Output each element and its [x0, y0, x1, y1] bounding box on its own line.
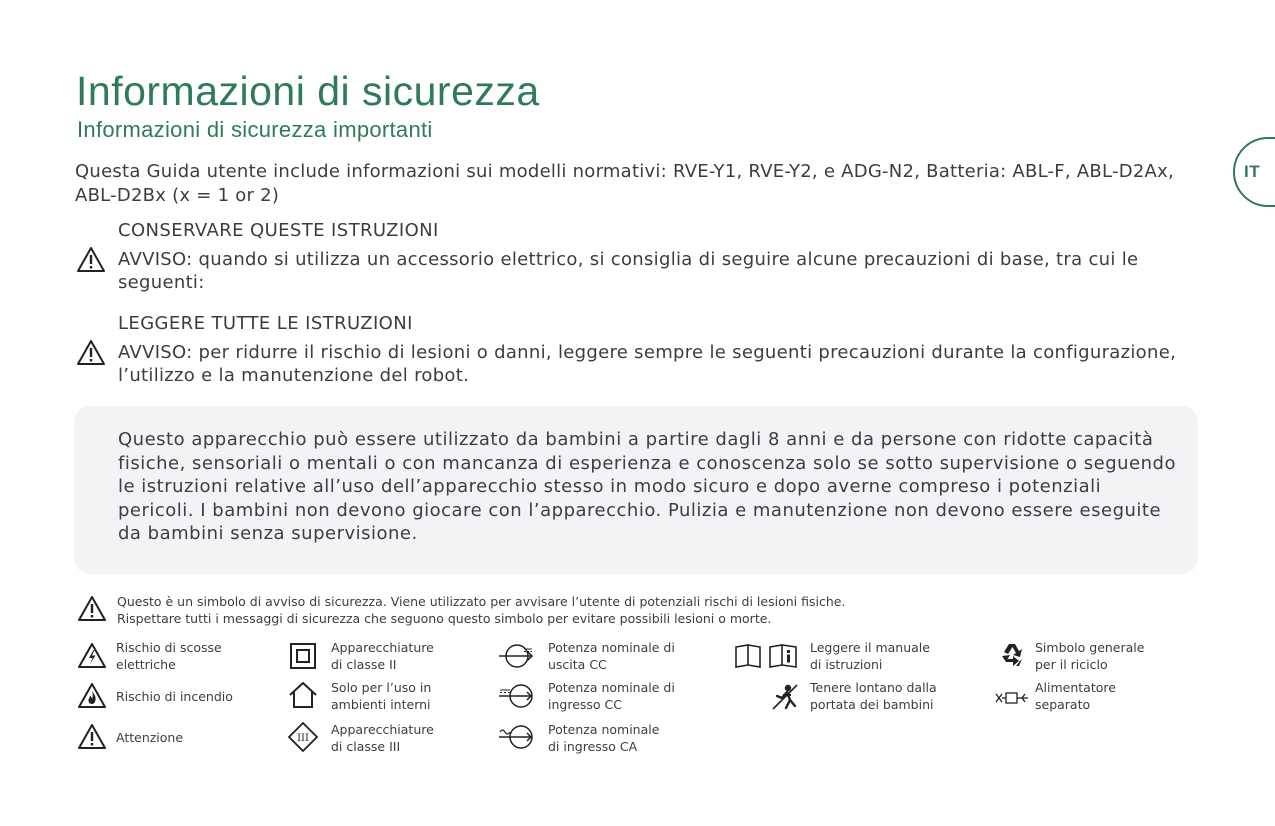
- section-heading-read-all: LEGGERE TUTTE LE ISTRUZIONI: [118, 313, 413, 334]
- svg-text:III: III: [297, 733, 309, 744]
- symbol-label-line: Alimentatore: [1035, 680, 1116, 695]
- symbol-label-line: ambienti interni: [331, 697, 431, 712]
- language-tab-label: IT: [1244, 162, 1261, 181]
- legend-intro-line-1: Questo è un simbolo di avviso di sicurezza. Viene utilizzato per avvisare l’utente di potenziali rischi di lesioni fisiche.: [117, 594, 846, 609]
- symbol-label-line: portata dei bambini: [810, 697, 934, 712]
- symbol-label-line: Tenere lontano dalla: [810, 680, 937, 695]
- symbol-label-line: separato: [1035, 697, 1091, 712]
- keep-away-children-icon: [770, 682, 800, 712]
- symbol-label-line: Potenza nominale di: [548, 680, 675, 695]
- children-notice-text: Questo apparecchio può essere utilizzato da bambini a partire dagli 8 anni e da persone con ridotte capacità fisiche, sensoriali o mentali o con mancanza di esperienza e conoscenza solo se sotto supervisione o seguendo le istruzioni relative all’uso dell’apparecchio stesso in modo sicuro e dopo averne compreso i potenziali pericoli. I bambini non devono giocare con l’apparecchio. Pulizia e manutenzione non devono essere eseguite da bambini senza supervisione.: [118, 429, 1176, 544]
- symbol-label-ac-input: [548, 721, 718, 755]
- symbol-label-children: [810, 679, 980, 713]
- legend-intro: [117, 593, 1017, 627]
- symbol-label-indoor: [331, 679, 501, 713]
- symbol-label-class-iii: [331, 721, 501, 755]
- symbol-label-line: Simbolo generale: [1035, 640, 1145, 655]
- symbol-label-line: Leggere il manuale: [810, 640, 930, 655]
- symbol-label-electric-shock: [116, 639, 286, 673]
- caution-icon: [77, 723, 107, 750]
- symbol-label-line: uscita CC: [548, 657, 607, 672]
- models-intro: Questa Guida utente include informazioni sui modelli normativi: RVE-Y1, RVE-Y2, e ADG-N2, Batteria: ABL-F, ABL-D2Ax, ABL-D2Bx (x = 1 or 2): [75, 161, 1174, 206]
- dc-input-icon: [497, 682, 537, 710]
- symbol-label-line: Rischio di incendio: [116, 689, 233, 704]
- safety-alert-symbol-icon: [77, 595, 107, 622]
- page-title: Informazioni di sicurezza: [76, 68, 540, 114]
- children-notice-box: [74, 406, 1198, 574]
- symbol-label-line: Apparecchiature: [331, 722, 434, 737]
- page-subtitle: Informazioni di sicurezza importanti: [77, 117, 433, 142]
- warning-injury-precautions: AVVISO: per ridurre il rischio di lesioni o danni, leggere sempre le seguenti precauzioni durante la configurazione, l’utilizzo e la manutenzione del robot.: [118, 342, 1177, 386]
- symbol-label-line: ingresso CC: [548, 697, 622, 712]
- symbol-label-line: di istruzioni: [810, 657, 883, 672]
- class-ii-equipment-icon: [289, 642, 317, 670]
- symbol-label-line: Solo per l’uso in: [331, 680, 432, 695]
- symbol-label-dc-input: [548, 679, 718, 713]
- symbol-label-fire: [116, 688, 286, 705]
- recycle-icon: [997, 640, 1027, 670]
- symbol-label-line: Potenza nominale di: [548, 640, 675, 655]
- symbol-label-line: per il riciclo: [1035, 657, 1108, 672]
- symbol-label-line: elettriche: [116, 657, 176, 672]
- symbol-label-line: di classe II: [331, 657, 397, 672]
- symbol-label-recycle: [1035, 639, 1205, 673]
- warning-basic-precautions: AVVISO: quando si utilizza un accessorio elettrico, si consiglia di seguire alcune precauzioni di base, tra cui le seguenti:: [118, 249, 1139, 293]
- symbol-label-line: Apparecchiature: [331, 640, 434, 655]
- warning-triangle-icon: [76, 246, 106, 273]
- separate-power-supply-icon: [995, 688, 1029, 708]
- indoor-use-icon: [287, 680, 319, 710]
- symbol-label-line: di ingresso CA: [548, 739, 638, 754]
- electric-shock-warning-icon: [77, 642, 107, 669]
- legend-intro-line-2: Rispettare tutti i messaggi di sicurezza che seguono questo simbolo per evitare possibili lesioni o morte.: [117, 611, 772, 626]
- language-tab[interactable]: [1233, 137, 1275, 207]
- symbol-label-manual: [810, 639, 980, 673]
- dc-output-icon: [497, 642, 537, 670]
- fire-warning-icon: [77, 682, 107, 709]
- symbol-label-power-supply: [1035, 679, 1205, 713]
- warning-triangle-icon: [76, 339, 106, 366]
- symbol-label-line: Potenza nominale: [548, 722, 660, 737]
- symbol-label-line: Attenzione: [116, 730, 184, 745]
- ac-input-icon: [497, 723, 537, 751]
- symbol-label-line: Rischio di scosse: [116, 640, 222, 655]
- section-heading-keep-instructions: CONSERVARE QUESTE ISTRUZIONI: [118, 220, 439, 241]
- symbol-label-class-ii: [331, 639, 501, 673]
- class-iii-equipment-icon: [287, 721, 319, 753]
- symbol-label-caution: [116, 729, 286, 746]
- symbol-label-line: di classe III: [331, 739, 401, 754]
- read-manual-icon: [734, 643, 800, 669]
- symbol-label-dc-output: [548, 639, 718, 673]
